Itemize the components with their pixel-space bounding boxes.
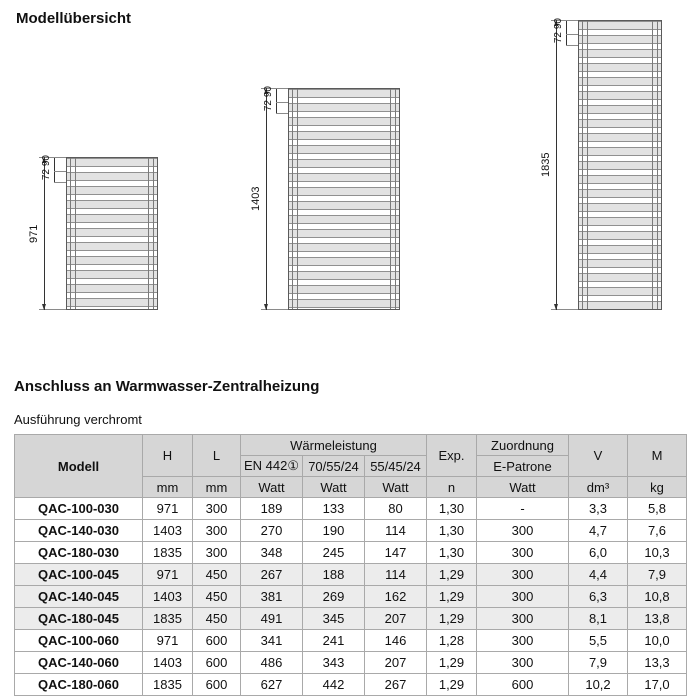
value-cell: 13,8 <box>628 608 687 630</box>
top-dimension-group <box>553 18 578 46</box>
value-cell: 6,3 <box>569 586 628 608</box>
value-cell: 300 <box>477 652 569 674</box>
spec-table-body <box>15 498 687 696</box>
value-cell: 10,3 <box>628 542 687 564</box>
col-header-v: V <box>569 435 628 477</box>
col-header-55-45-24: 55/45/24 <box>365 456 427 477</box>
value-cell: 1835 <box>143 542 193 564</box>
dimension-tick <box>276 102 288 103</box>
value-cell: 147 <box>365 542 427 564</box>
finish-subtitle: Ausführung verchromt <box>14 412 142 427</box>
value-cell: 300 <box>193 520 241 542</box>
value-cell: 190 <box>303 520 365 542</box>
value-cell: 450 <box>193 586 241 608</box>
unit-dm3: dm³ <box>569 477 628 498</box>
dimension-line <box>566 20 567 46</box>
dimension-label-72: 72 <box>41 169 52 181</box>
table-row <box>15 498 687 520</box>
col-header-zuordnung: Zuordnung <box>477 435 569 456</box>
value-cell: 1,30 <box>427 542 477 564</box>
value-cell: 1,29 <box>427 564 477 586</box>
value-cell: 133 <box>303 498 365 520</box>
value-cell: 17,0 <box>628 674 687 696</box>
value-cell: 971 <box>143 498 193 520</box>
model-cell: QAC-180-045 <box>15 608 143 630</box>
section-title: Anschluss an Warmwasser-Zentralheizung <box>14 378 320 395</box>
value-cell: 442 <box>303 674 365 696</box>
dimension-tick <box>276 113 288 114</box>
model-cell: QAC-100-045 <box>15 564 143 586</box>
value-cell: 600 <box>193 652 241 674</box>
value-cell: 300 <box>477 608 569 630</box>
dimension-tick <box>54 157 66 158</box>
value-cell: 1403 <box>143 520 193 542</box>
value-cell: 971 <box>143 630 193 652</box>
radiator-body <box>66 157 158 310</box>
dimension-tick <box>566 20 578 21</box>
col-header-70-55-24: 70/55/24 <box>303 456 365 477</box>
unit-mm: mm <box>143 477 193 498</box>
value-cell: 450 <box>193 564 241 586</box>
value-cell: 1,29 <box>427 652 477 674</box>
value-cell: 300 <box>193 498 241 520</box>
value-cell: 3,3 <box>569 498 628 520</box>
dimension-tick <box>54 171 66 172</box>
col-header-l: L <box>193 435 241 477</box>
table-row <box>15 542 687 564</box>
value-cell: 600 <box>193 630 241 652</box>
unit-watt: Watt <box>303 477 365 498</box>
col-header-m: M <box>628 435 687 477</box>
radiator-diagram-small <box>28 155 158 310</box>
value-cell: 1,30 <box>427 520 477 542</box>
table-row <box>15 608 687 630</box>
value-cell: 486 <box>241 652 303 674</box>
value-cell: 162 <box>365 586 427 608</box>
radiator-body <box>288 88 400 310</box>
unit-watt: Watt <box>365 477 427 498</box>
dimension-label-90: 90 <box>553 18 564 30</box>
value-cell: 207 <box>365 608 427 630</box>
dimension-label-72: 72 <box>263 100 274 112</box>
col-header-modell: Modell <box>15 435 143 498</box>
value-cell: 348 <box>241 542 303 564</box>
value-cell: 5,5 <box>569 630 628 652</box>
table-row <box>15 630 687 652</box>
radiator-diagram-tall <box>540 18 662 310</box>
value-cell: 381 <box>241 586 303 608</box>
value-cell: 7,9 <box>628 564 687 586</box>
height-dimension-line <box>266 88 267 310</box>
value-cell: 1403 <box>143 652 193 674</box>
value-cell: 245 <box>303 542 365 564</box>
value-cell: 270 <box>241 520 303 542</box>
table-row <box>15 586 687 608</box>
model-cell: QAC-140-030 <box>15 520 143 542</box>
table-row <box>15 564 687 586</box>
dimension-tick <box>276 88 288 89</box>
model-cell: QAC-140-060 <box>15 652 143 674</box>
unit-watt: Watt <box>241 477 303 498</box>
dimension-tick <box>566 45 578 46</box>
value-cell: 1403 <box>143 586 193 608</box>
value-cell: 1,29 <box>427 608 477 630</box>
height-dimension-label: 971 <box>28 224 40 243</box>
table-row <box>15 520 687 542</box>
value-cell: 80 <box>365 498 427 520</box>
page-title: Modellübersicht <box>16 10 132 27</box>
value-cell: 300 <box>477 630 569 652</box>
value-cell: 13,3 <box>628 652 687 674</box>
model-cell: QAC-180-060 <box>15 674 143 696</box>
value-cell: 300 <box>193 542 241 564</box>
radiator-diagram-medium <box>250 86 400 310</box>
col-header-e-patrone: E-Patrone <box>477 456 569 477</box>
value-cell: 114 <box>365 564 427 586</box>
value-cell: 971 <box>143 564 193 586</box>
model-cell: QAC-100-060 <box>15 630 143 652</box>
value-cell: 10,2 <box>569 674 628 696</box>
value-cell: 189 <box>241 498 303 520</box>
value-cell: 1,29 <box>427 586 477 608</box>
value-cell: 1835 <box>143 608 193 630</box>
unit-n: n <box>427 477 477 498</box>
radiator-body <box>578 20 662 310</box>
value-cell: 7,9 <box>569 652 628 674</box>
dimension-tick <box>54 182 66 183</box>
value-cell: 491 <box>241 608 303 630</box>
value-cell: 600 <box>477 674 569 696</box>
value-cell: 4,4 <box>569 564 628 586</box>
value-cell: 5,8 <box>628 498 687 520</box>
height-dimension-line <box>556 20 557 310</box>
height-dimension-label: 1835 <box>540 152 552 178</box>
value-cell: 300 <box>477 564 569 586</box>
value-cell: 241 <box>303 630 365 652</box>
value-cell: 627 <box>241 674 303 696</box>
value-cell: 188 <box>303 564 365 586</box>
table-row <box>15 652 687 674</box>
height-dimension-label: 1403 <box>250 186 262 212</box>
value-cell: 6,0 <box>569 542 628 564</box>
value-cell: 10,8 <box>628 586 687 608</box>
value-cell: 114 <box>365 520 427 542</box>
value-cell: 345 <box>303 608 365 630</box>
col-header-waermeleistung: Wärmeleistung <box>241 435 427 456</box>
dimension-label-90: 90 <box>263 86 274 98</box>
unit-watt: Watt <box>477 477 569 498</box>
value-cell: 146 <box>365 630 427 652</box>
value-cell: 267 <box>365 674 427 696</box>
value-cell: 267 <box>241 564 303 586</box>
value-cell: 8,1 <box>569 608 628 630</box>
col-header-h: H <box>143 435 193 477</box>
dimension-line <box>276 88 277 114</box>
value-cell: - <box>477 498 569 520</box>
spec-table <box>14 434 687 696</box>
dimension-tick <box>566 34 578 35</box>
col-header-exp: Exp. <box>427 435 477 477</box>
col-header-en442: EN 442① <box>241 456 303 477</box>
dimension-label-72: 72 <box>553 32 564 44</box>
value-cell: 269 <box>303 586 365 608</box>
value-cell: 300 <box>477 542 569 564</box>
dimension-label-90: 90 <box>41 155 52 167</box>
value-cell: 7,6 <box>628 520 687 542</box>
value-cell: 207 <box>365 652 427 674</box>
unit-mm: mm <box>193 477 241 498</box>
table-row <box>15 674 687 696</box>
model-cell: QAC-140-045 <box>15 586 143 608</box>
top-dimension-group <box>263 86 288 114</box>
model-cell: QAC-100-030 <box>15 498 143 520</box>
value-cell: 10,0 <box>628 630 687 652</box>
value-cell: 1,28 <box>427 630 477 652</box>
value-cell: 300 <box>477 520 569 542</box>
value-cell: 1,29 <box>427 674 477 696</box>
value-cell: 300 <box>477 586 569 608</box>
top-dimension-group <box>41 155 66 183</box>
value-cell: 1835 <box>143 674 193 696</box>
value-cell: 341 <box>241 630 303 652</box>
value-cell: 343 <box>303 652 365 674</box>
dimension-line <box>54 157 55 183</box>
value-cell: 600 <box>193 674 241 696</box>
value-cell: 4,7 <box>569 520 628 542</box>
model-cell: QAC-180-030 <box>15 542 143 564</box>
value-cell: 450 <box>193 608 241 630</box>
value-cell: 1,30 <box>427 498 477 520</box>
unit-kg: kg <box>628 477 687 498</box>
